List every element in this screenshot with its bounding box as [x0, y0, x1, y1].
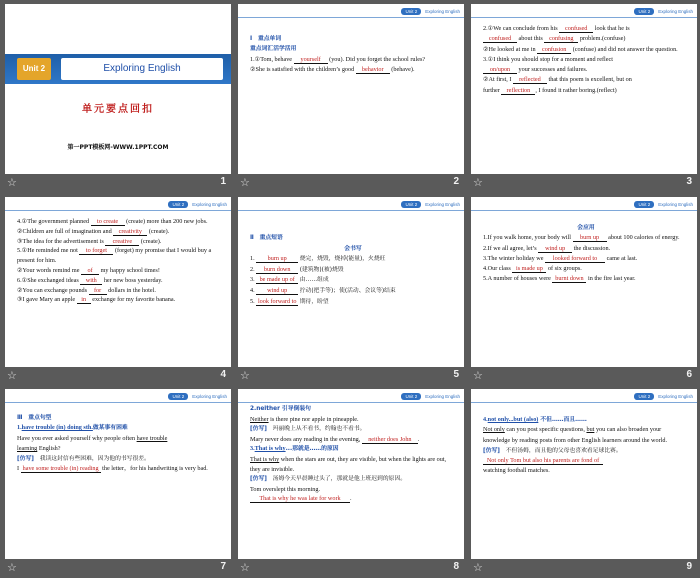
section-subheading: 会应用: [577, 225, 595, 231]
thumbnail-footer: [469, 174, 700, 193]
unit-tag: Unit 2: [401, 201, 421, 208]
star-icon[interactable]: ☆: [7, 176, 17, 189]
thumbnail-footer: [3, 559, 234, 578]
slide-number: 4: [220, 369, 226, 380]
star-icon[interactable]: ☆: [473, 369, 483, 382]
slide-number: 1: [220, 176, 226, 187]
slide-content: Ⅱ 重点短语 会书写 1. burn up 烧完，烧毁，烧掉(能量)，火烧旺 2. burn down (建筑物)(被)烧毁 3. be made up of 由……组成 4. wind up 拧动(把手等)；使(活动、会议等)结束 5. look forward to 期待，盼望: [250, 233, 456, 307]
slide-thumbnail-4[interactable]: [3, 195, 234, 386]
header-divider: [238, 17, 464, 18]
thumbnail-footer: [236, 559, 467, 578]
thumbnail-footer: [469, 559, 700, 578]
header-divider: [471, 402, 697, 403]
header-divider: [238, 210, 464, 211]
slide-thumbnail-5[interactable]: [236, 195, 467, 386]
slide-content: 2.neither 引导倒装句 Neither is there pine nor apple in pineapple. [仿写] 玛丽晚上从不看书，约翰也不看书。 Mary never does any reading in the evening, neither does John . 3.That is why...那就是……的原因 That is why when the stars are out, they are visible, but when the lights are out, they are invisible. [仿写] 汤姆今天早晨睡过头了，那就是他上班迟到的原因。 Tom overslept this morning. That is why he was late for work .: [250, 406, 447, 503]
slide-header: [168, 392, 227, 401]
star-icon[interactable]: ☆: [473, 176, 483, 189]
slide-content: 4.①The government planned to create (create) more than 200 new jobs. ②Children are full of imagination and creativity (create). ③The idea for the advertisement is creative (create). 5.①He reminded me not to forget (forget) my promise that I would buy a present for him. ②Your words remind me of my happy school times! 6.①She exchanged ideas with her new boss yesterday. ②You can exchange pounds for dollars in the hotel. ③I gave Mary an apple in exchange for my favorite banana.: [17, 218, 212, 304]
unit-tag: Unit 2: [634, 8, 654, 15]
slide-1-canvas[interactable]: [5, 4, 231, 174]
header-divider: [238, 402, 464, 403]
slide-subtitle: 单元要点回扣: [82, 104, 154, 115]
slide-header: [634, 200, 693, 209]
slide-thumbnail-8[interactable]: [236, 387, 467, 578]
slide-header: [634, 7, 693, 16]
topic-tag: Exploring English: [425, 394, 460, 399]
section-heading: Ⅱ 重点短语: [250, 235, 283, 241]
slide-content: [250, 34, 456, 75]
thumbnail-footer: [236, 367, 467, 386]
slide-number: 8: [453, 561, 459, 572]
answer-blank: yourself: [294, 56, 328, 64]
slide-number: 7: [220, 561, 226, 572]
thumbnail-footer: [236, 174, 467, 193]
answer-blank: behavior: [356, 66, 390, 74]
slide-thumbnail-1[interactable]: [3, 2, 234, 193]
star-icon[interactable]: ☆: [240, 369, 250, 382]
slide-content: 4.not only...but (also) 不但……而且…… Not only can you post specific questions, but you can also broaden your knowledge by reading posts from other English learners around the world. [仿写] 不但汤姆，而且他的父母也喜欢看足球比赛。 Not only Tom but also his parents are fond of watching football matches.: [483, 416, 668, 475]
exercise-line: 1.①Tom, behave yourself (you). Did you forget the school rules?: [250, 55, 426, 63]
slide-footer-text: 第一PPT模板网-WWW.1PPT.COM: [67, 144, 169, 151]
slide-3-canvas[interactable]: [471, 4, 697, 174]
slide-6-canvas[interactable]: [471, 197, 697, 367]
slide-thumbnail-9[interactable]: [469, 387, 700, 578]
slide-number: 9: [686, 561, 692, 572]
topic-tag: Exploring English: [658, 394, 693, 399]
star-icon[interactable]: ☆: [473, 561, 483, 574]
topic-tag: Exploring English: [658, 202, 693, 207]
exercise-line: ②She is satisfied with the children’s good behavior (behave).: [250, 65, 415, 73]
slide-thumbnail-6[interactable]: [469, 195, 700, 386]
star-icon[interactable]: ☆: [240, 176, 250, 189]
unit-tag: Unit 2: [401, 393, 421, 400]
slide-title: Exploring English: [61, 58, 223, 80]
slide-number: 2: [453, 176, 459, 187]
unit-tag: Unit 2: [634, 393, 654, 400]
slide-header: [168, 200, 227, 209]
thumbnail-footer: [3, 367, 234, 386]
section-subheading: 会书写: [344, 245, 362, 252]
slide-content: 2.①We can conclude from his confused look that he is confused about this confusing problem.(confuse) ②He looked at me in confusion (confuse) and did not answer the question. 3.①I think you should stop for a moment and reflect on/upon your successes and failures. ②At first, I reflected that this poem is excellent, but on further reflection , I found it rather boring.(reflect): [483, 25, 678, 94]
star-icon[interactable]: ☆: [7, 369, 17, 382]
thumbnail-footer: [3, 174, 234, 193]
slide-thumbnail-7[interactable]: [3, 387, 234, 578]
slide-4-canvas[interactable]: [5, 197, 231, 367]
slide-header: [401, 392, 460, 401]
header-divider: [471, 17, 697, 18]
slide-number: 5: [453, 369, 459, 380]
unit-badge: Unit 2: [17, 58, 51, 80]
slide-content: 会应用 1.If you walk home, your body will burn up about 100 calories of energy. 2.If we all agree, let’s wind up the discussion. 3.The winter holiday we looked forward to came at last. 4.Our class is made up of six groups. 5.A number of houses were burnt down in the fire last year.: [483, 223, 689, 285]
slide-2-canvas[interactable]: [238, 4, 464, 174]
slide-number: 3: [686, 176, 692, 187]
slide-7-canvas[interactable]: [5, 389, 231, 559]
star-icon[interactable]: ☆: [7, 561, 17, 574]
unit-tag: Unit 2: [168, 393, 188, 400]
unit-tag: Unit 2: [401, 8, 421, 15]
topic-tag: Exploring English: [192, 202, 227, 207]
topic-tag: Exploring English: [425, 9, 460, 14]
topic-tag: Exploring English: [658, 9, 693, 14]
thumbnail-footer: [469, 367, 700, 386]
header-divider: [471, 210, 697, 211]
slide-number: 6: [686, 369, 692, 380]
topic-tag: Exploring English: [425, 202, 460, 207]
slide-header: [634, 392, 693, 401]
slide-8-canvas[interactable]: [238, 389, 464, 559]
star-icon[interactable]: ☆: [240, 561, 250, 574]
section-subheading: 重点词汇活学活用: [250, 46, 297, 53]
slide-thumbnail-3[interactable]: [469, 2, 700, 193]
section-heading: Ⅲ 重点句型: [17, 415, 52, 421]
section-heading: Ⅰ 重点单词: [250, 36, 282, 42]
slide-thumbnail-2[interactable]: [236, 2, 467, 193]
unit-tag: Unit 2: [634, 201, 654, 208]
header-divider: [5, 402, 231, 403]
slide-header: [401, 7, 460, 16]
slide-header: [401, 200, 460, 209]
slide-5-canvas[interactable]: [238, 197, 464, 367]
header-divider: [5, 210, 231, 211]
slide-content: Ⅲ 重点句型 1.have trouble (in) doing sth.做某事有困难 Have you ever asked yourself why people often have trouble learning English? [仿写] 我读这封信有些困难，因为他的书写很差。 I have some trouble (in) reading the letter，for his handwriting is very bad.: [17, 413, 223, 475]
unit-tag: Unit 2: [168, 201, 188, 208]
slide-9-canvas[interactable]: [471, 389, 697, 559]
topic-tag: Exploring English: [192, 394, 227, 399]
